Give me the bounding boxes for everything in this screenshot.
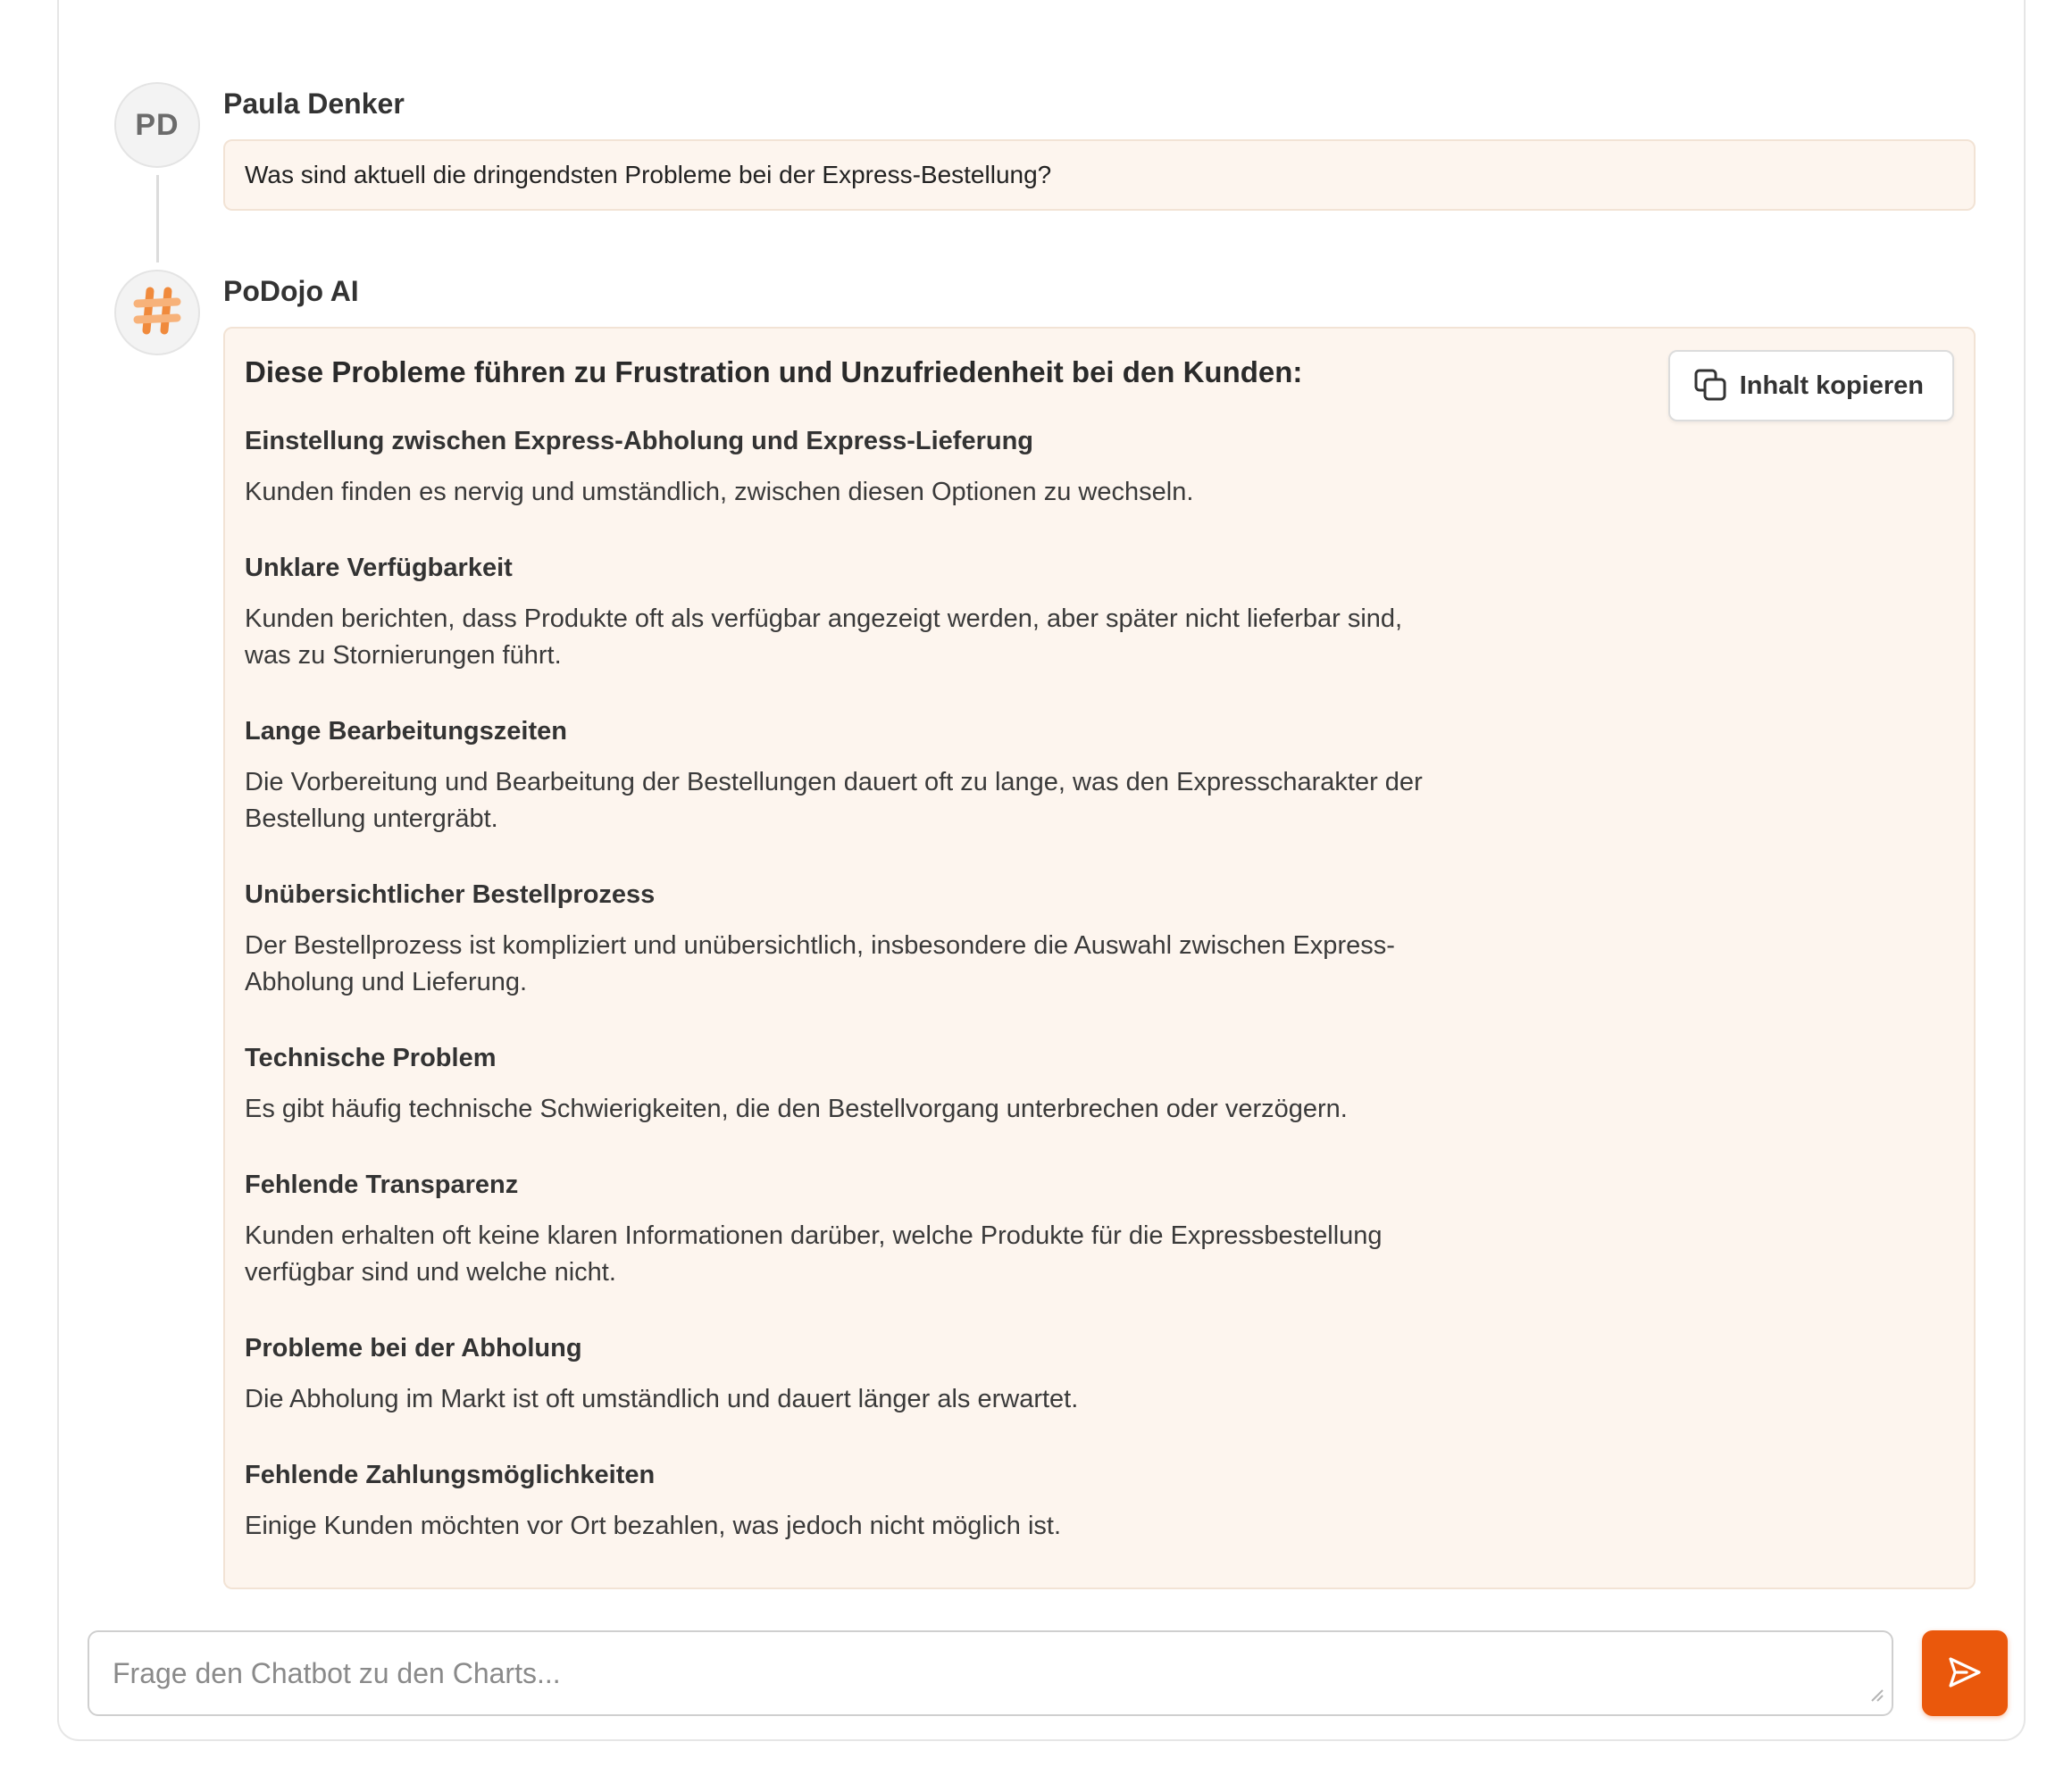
problem-text: Kunden finden es nervig und umständlich, zwischen diesen Optionen zu wechseln. [245, 478, 1194, 506]
problem-heading: Unklare Verfügbarkeit [245, 554, 513, 582]
problem-text: Die Vorbereitung und Bearbeitung der Bestellungen dauert oft zu lange, was den Expresscharakter der Bestellung untergräbt. [245, 768, 1423, 833]
problem-section [245, 554, 1441, 674]
problem-text: Die Abholung im Markt ist oft umständlich und dauert länger als erwartet. [245, 1385, 1079, 1413]
ai-message-bubble [223, 327, 1976, 1589]
problem-section [245, 1044, 1441, 1128]
problem-heading: Einstellung zwischen Express-Abholung und Express-Lieferung [245, 427, 1034, 455]
problem-section [245, 880, 1441, 1001]
problem-text: Kunden berichten, dass Produkte oft als verfügbar angezeigt werden, aber später nicht lieferbar sind, was zu Stornierungen führt. [245, 604, 1403, 670]
hashtag-logo-icon [130, 284, 184, 342]
problem-heading: Probleme bei der Abholung [245, 1334, 582, 1362]
user-avatar [114, 82, 200, 168]
resize-grip-icon[interactable] [1867, 1685, 1884, 1707]
problem-heading: Fehlende Zahlungsmöglichkeiten [245, 1461, 656, 1489]
problem-section [245, 427, 1441, 511]
copy-content-label: Inhalt kopieren [1739, 371, 1924, 400]
user-initials: PD [135, 107, 180, 142]
problem-heading: Unübersichtlicher Bestellprozess [245, 880, 656, 909]
chat-input-container [88, 1630, 1893, 1716]
user-message-text: Was sind aktuell die dringendsten Probleme bei der Express-Bestellung? [245, 161, 1052, 188]
problem-text: Der Bestellprozess ist kompliziert und unübersichtlich, insbesondere die Auswahl zwischen Express-Abholung und Lieferung. [245, 931, 1395, 996]
problem-section [245, 717, 1441, 838]
chat-input[interactable] [89, 1632, 1892, 1714]
copy-content-button[interactable] [1668, 350, 1954, 421]
thread-connector [156, 175, 159, 262]
problem-heading: Lange Bearbeitungszeiten [245, 717, 567, 746]
problem-section [245, 1334, 1441, 1418]
ai-avatar [114, 270, 200, 355]
problem-heading: Technische Problem [245, 1044, 497, 1072]
problem-section [245, 1461, 1441, 1545]
copy-icon [1693, 368, 1727, 404]
problem-section [245, 1171, 1441, 1291]
problem-text: Kunden erhalten oft keine klaren Informationen darüber, welche Produkte für die Expressbestellung verfügbar sind und welche nicht. [245, 1221, 1383, 1287]
ai-name: PoDojo AI [223, 275, 359, 307]
send-icon [1945, 1653, 1984, 1695]
problem-text: Einige Kunden möchten vor Ort bezahlen, was jedoch nicht möglich ist. [245, 1512, 1061, 1540]
send-button[interactable] [1922, 1630, 2008, 1716]
problem-text: Es gibt häufig technische Schwierigkeiten, die den Bestellvorgang unterbrechen oder verzögern. [245, 1095, 1348, 1123]
user-message-bubble [223, 139, 1976, 211]
user-name: Paula Denker [223, 88, 405, 120]
ai-message-title: Diese Probleme führen zu Frustration und Unzufriedenheit bei den Kunden: [245, 355, 1303, 388]
problem-heading: Fehlende Transparenz [245, 1171, 519, 1199]
